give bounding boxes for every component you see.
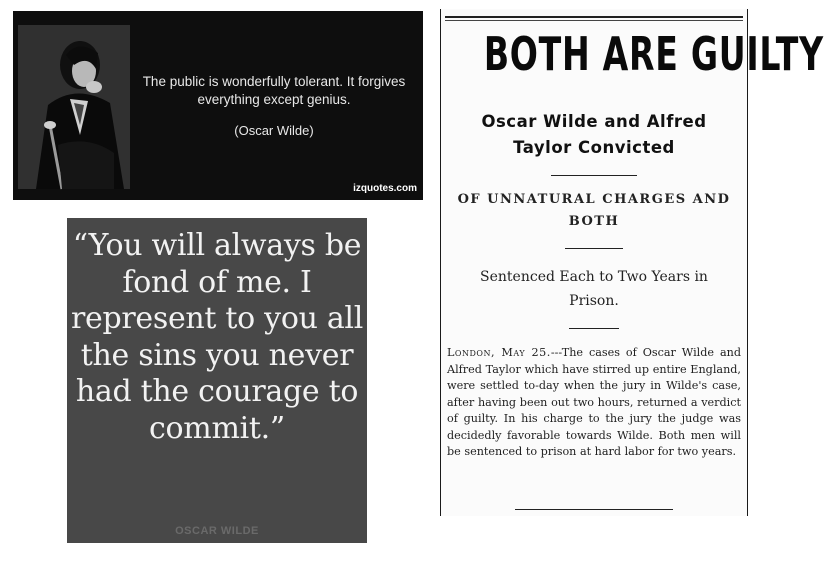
deck-tertiary-line-2: Prison. <box>569 293 619 309</box>
deck-secondary-line-2: BOTH <box>568 214 620 229</box>
izquotes-card-background <box>13 11 423 200</box>
newspaper-divider <box>569 328 619 329</box>
deck-secondary-line-1: OF UNNATURAL CHARGES AND <box>457 192 731 207</box>
newspaper-deck-secondary <box>441 189 747 233</box>
newspaper-deck-primary <box>441 109 747 161</box>
newspaper-divider <box>565 248 623 249</box>
izquotes-card <box>11 9 425 202</box>
oscar-wilde-photo <box>18 25 130 189</box>
oscar-wilde-portrait-image <box>18 25 130 189</box>
newspaper-article-body <box>447 345 741 461</box>
izquotes-watermark: izquotes.com <box>353 183 417 194</box>
grey-quote-card <box>67 218 367 543</box>
deck-tertiary-line-1: Sentenced Each to Two Years in <box>480 269 708 285</box>
newspaper-top-rule <box>445 16 743 18</box>
deck-primary-line-2: Taylor Convicted <box>513 138 675 157</box>
deck-primary-line-1: Oscar Wilde and Alfred <box>481 112 707 131</box>
grey-quote-text: “You will always be fond of me. I represent to you all the sins you never had the courage to commit.” <box>70 228 364 446</box>
izquotes-author: (Oscar Wilde) <box>234 123 314 138</box>
newspaper-clipping <box>440 9 824 516</box>
article-text: ---The cases of Oscar Wilde and Alfred Taylor which have stirred up entire England, were settled to-day when the jury in Wilde's case, after having been out two hours, returned a verdict of guilty. In his charge to the jury the judge was decidedly favorable towards Wilde. Both men will be sentenced to prison at hard labor for two years. <box>447 346 741 458</box>
newspaper-headline: BOTH ARE GUILTY <box>483 27 824 81</box>
newspaper-divider <box>551 175 637 176</box>
grey-quote-author: OSCAR WILDE <box>175 525 259 537</box>
newspaper-deck-tertiary <box>441 265 747 313</box>
newspaper-bottom-rule <box>515 509 673 510</box>
article-dateline: London, May 25. <box>447 346 551 359</box>
newspaper-top-rule-thin <box>445 20 743 21</box>
izquotes-quote-text: The public is wonderfully tolerant. It forgives everything except genius. <box>142 74 406 107</box>
